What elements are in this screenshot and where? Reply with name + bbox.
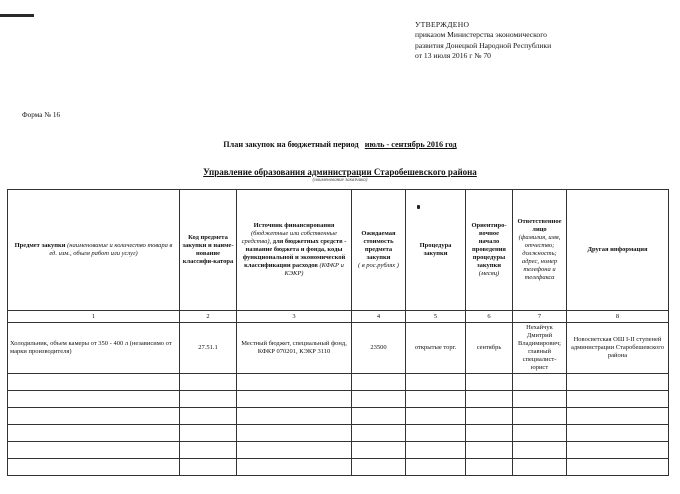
header-subject: Предмет закупки (наименование и количество товара в ед. изм., объем работ или услуг) xyxy=(8,190,180,311)
plan-period: июль - сентябрь 2016 год xyxy=(364,140,457,149)
header-other-info: Другая информация xyxy=(567,190,669,311)
header-code: Код предмета закупки и наиме-нование классифи-катора xyxy=(180,190,237,311)
cell-code: 27.51.1 xyxy=(180,323,237,374)
approval-line-2: развития Донецкой Народной Республики xyxy=(415,40,552,50)
column-number: 4 xyxy=(352,311,406,323)
approval-line-3: от 13 июля 2016 г № 70 xyxy=(415,50,491,60)
organization-name: Управление образования администрации Старобешевского района xyxy=(203,167,477,177)
form-number: Форма № 16 xyxy=(22,111,61,119)
empty-row xyxy=(8,391,669,408)
cell-procedure: открытые торг. xyxy=(406,323,466,374)
cell-responsible: Нехайчук Дмитрий Владимирович; главный специалист-юрист xyxy=(513,323,567,374)
column-number: 8 xyxy=(567,311,669,323)
plan-title xyxy=(0,140,680,149)
empty-row xyxy=(8,425,669,442)
header-start-month: Ориентиро-вочное начало проведения процедуры закупки (месяц) xyxy=(466,190,513,311)
header-procedure: Процедура закупки xyxy=(406,190,466,311)
cell-other-info: Новосветская ОШ I-II ступеней администрации Старобешевского района xyxy=(567,323,669,374)
cell-month: сентябрь xyxy=(466,323,513,374)
column-number-row xyxy=(8,311,669,323)
scan-edge-mark xyxy=(0,14,34,17)
organization-caption: (наименование заказчика) xyxy=(312,178,368,183)
empty-row xyxy=(8,374,669,391)
column-number: 7 xyxy=(513,311,567,323)
empty-row xyxy=(8,442,669,459)
table-row xyxy=(8,323,669,374)
header-responsible: Ответственное лицо (фамилия, имя, отчество; должность; адрес, номер телефона и телефакса xyxy=(513,190,567,311)
empty-row xyxy=(8,408,669,425)
empty-row xyxy=(8,459,669,476)
header-cost: Ожидаемая стоимость предмета закупки ( в рос.рублях ) xyxy=(352,190,406,311)
column-number: 6 xyxy=(466,311,513,323)
column-number: 5 xyxy=(406,311,466,323)
plan-title-text: План закупок на бюджетный период xyxy=(223,140,359,149)
column-number: 3 xyxy=(237,311,352,323)
approval-line-1: приказом Министерства экономического xyxy=(415,30,547,40)
header-funding: Источник финансирования (бюджетные или собственные средства), для бюджетных средств - название бюджета и фонда, коды функциональной и экономической классификации расходов (КФКР и КЭКР) xyxy=(237,190,352,311)
table-header-row xyxy=(8,190,669,311)
cell-subject: Холодильник, объем камеры от 350 - 400 л (независимо от марки производителя) xyxy=(8,323,180,374)
approval-title: УТВЕРЖДЕНО xyxy=(415,20,470,29)
approval-stamp xyxy=(415,20,551,61)
cell-funding: Местный бюджет, специальный фонд, КФКР 070201, КЭКР 3110 xyxy=(237,323,352,374)
column-number: 2 xyxy=(180,311,237,323)
cell-cost: 23500 xyxy=(352,323,406,374)
procurement-table xyxy=(7,189,669,476)
column-number: 1 xyxy=(8,311,180,323)
